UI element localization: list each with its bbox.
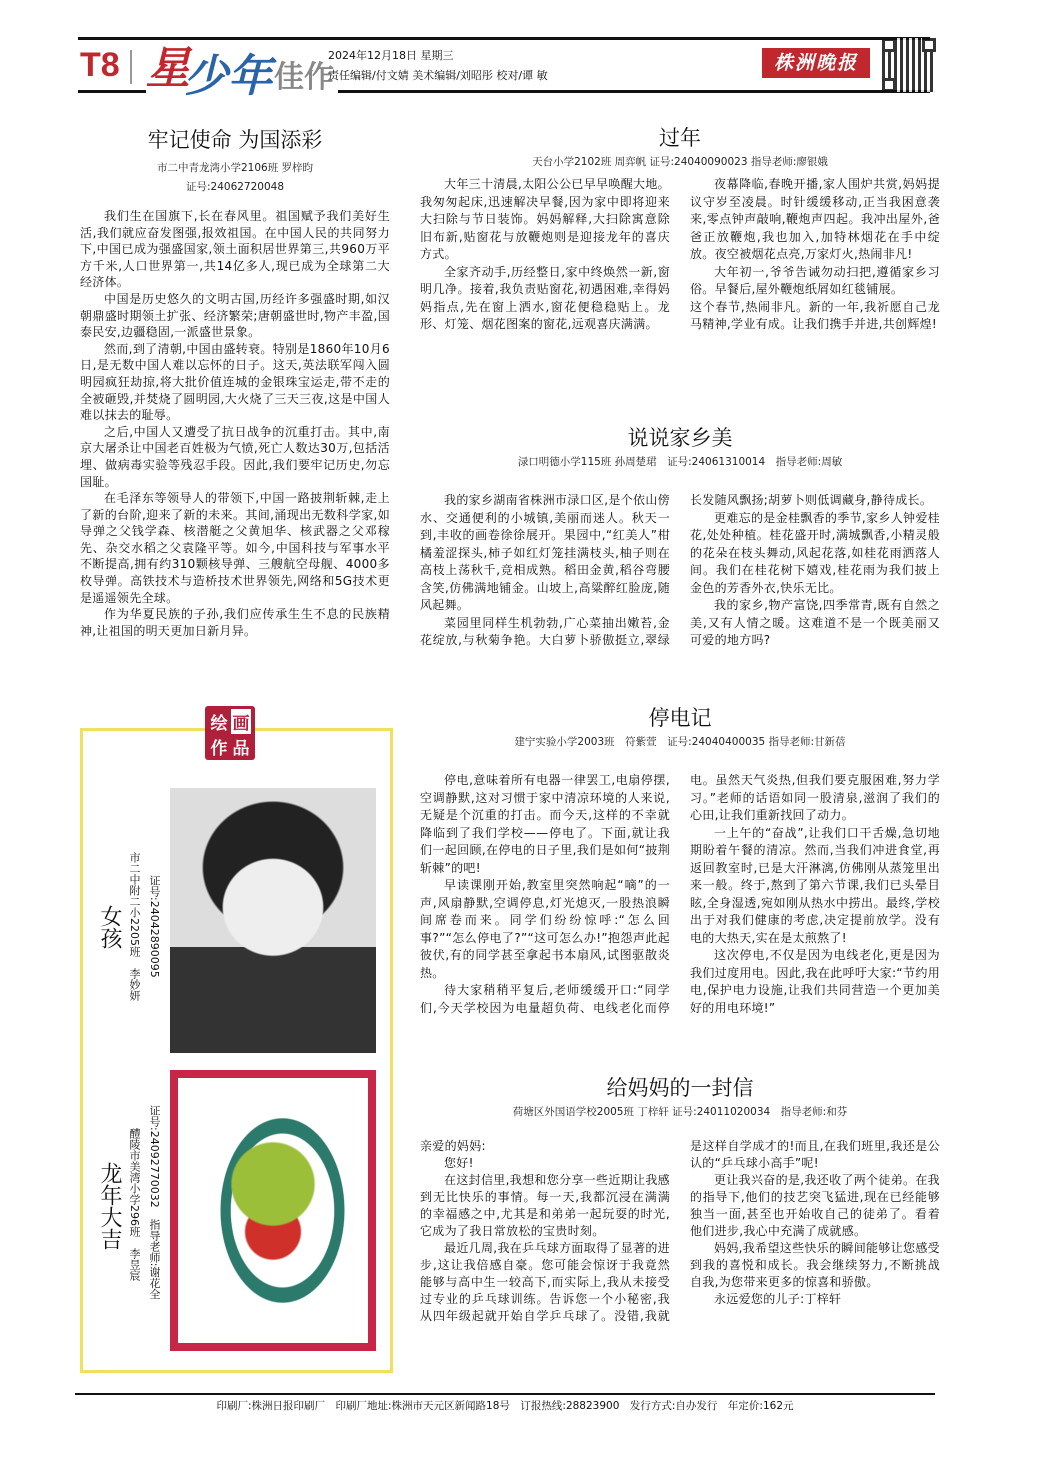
painting-title: 女孩 xyxy=(97,905,122,949)
paragraph: 妈妈,我希望这些快乐的瞬间能够让您感受到我的喜悦和成长。我会继续努力,不断挑战自我,为您带来更多的惊喜和骄傲。 xyxy=(690,1241,940,1289)
issue-date: 2024年12月18日 星期三 xyxy=(328,49,454,62)
paragraph: 一上午的“奋战”,让我们口干舌燥,急切地期盼着午餐的清凉。然而,当我们冲进食堂,再返回教室时,已是大汗淋漓,仿佛刚从蒸笼里出来一般。终于,熬到了第六节课,我们已头晕目眩,全身湿透,宛如刚从热水中捞出。最终,学校出于对我们健康的考虑,决定提前放学。没有电的大热天,实在是太煎熬了! xyxy=(690,825,940,945)
paragraph: 更让我兴奋的是,我还收了两个徒弟。在我的指导下,他们的技艺突飞猛进,现在已经能够独当一面,甚至也开始收自己的徒弟了。看着他们进步,我心中充满了成就感。 xyxy=(690,1173,940,1238)
stamp-char: 作 xyxy=(210,739,228,759)
painting-author: 市二中附二小2205班 李妙妍 xyxy=(128,852,141,1001)
article-title: 停电记 xyxy=(648,706,712,730)
paragraph: 然而,到了清朝,中国由盛转衰。特别是1860年10月6日,是无数中国人难以忘怀的日子。这天,英法联军闯入圆明园疯狂劫掠,将大批价值连城的金银珠宝运走,带不走的全被砸毁,并焚烧了圆明园,大火烧了三天三夜,这是中国人难以抹去的耻辱。 xyxy=(80,341,390,423)
paragraph: 全家齐动手,历经整日,家中终焕然一新,窗明几净。接着,我负责贴窗花,初遇困难,幸得妈妈指点,先在窗上洒水,窗花便稳稳贴上。龙形、灯笼、烟花图案的窗花,远观喜庆满满。 xyxy=(420,264,670,331)
page-number: T8 xyxy=(80,46,120,84)
painting-id: 证号:24042890095 xyxy=(148,875,161,978)
stamp-char: 绘 xyxy=(210,714,228,734)
paragraph: 更难忘的是金桂飘香的季节,家乡人钟爱桂花,处处种植。桂花盛开时,满城飘香,小精灵般的花朵在枝头舞动,风起花落,如桂花雨洒落人间。我们在桂花树下嬉戏,桂花雨为我们披上金色的芳香外衣,快乐无比。 xyxy=(690,510,940,595)
article-id: 证号:24062720048 xyxy=(185,181,285,193)
article-title: 牢记使命 为国添彩 xyxy=(147,128,323,152)
logo-sub: 佳作 xyxy=(274,60,334,95)
paragraph: 待大家稍稍平复后,老师缓缓开口:“同学们,今天学校因为电量超负荷、电线老化而停电。虽然天气炎热,但我们要克服困难,努力学习。”老师的话语如同一股清泉,滋润了我们的心田,让我们重新找回了动力。 xyxy=(420,773,940,1015)
artwork-stamp xyxy=(205,706,255,760)
painting-id: 证号:24092770032 指导老师:谢花全 xyxy=(148,1105,161,1300)
newspaper-brand: 株洲晚报 xyxy=(762,48,870,78)
stamp-char: 品 xyxy=(232,739,250,759)
article-title: 过年 xyxy=(659,126,701,150)
paragraph: 之后,中国人又遭受了抗日战争的沉重打击。其中,南京大屠杀让中国老百姓极为气愤,死亡人数达30万,包括活埋、做病毒实验等残忍手段。因此,我们要牢记历史,勿忘国耻。 xyxy=(80,424,390,489)
paragraph: 这个春节,热闹非凡。新的一年,我祈愿自己龙马精神,学业有成。让我们携手并进,共创辉煌! xyxy=(690,299,940,331)
paragraph: 这次停电,不仅是因为电线老化,更是因为我们过度用电。因此,我在此呼吁大家:“节约用电,保护电力设施,让我们共同营造一个更加美好的用电环境!” xyxy=(690,948,940,1015)
painting-girl xyxy=(170,788,376,1053)
paragraph: 菜园里同样生机勃勃,广心菜抽出嫩苔,金花绽放,与秋菊争艳。大白萝卜骄傲挺立,翠绿长发随风飘扬;胡萝卜则低调藏身,静待成长。 xyxy=(420,493,933,647)
footer-rule xyxy=(75,1393,935,1395)
article-byline: 天台小学2102班 周弈帆 证号:24040090023 指导老师:廖银娥 xyxy=(532,156,828,168)
article-byline: 渌口明德小学115班 孙周楚珺 证号:24061310014 指导老师:周敏 xyxy=(517,456,843,468)
qr-code-icon xyxy=(882,38,936,92)
salutation: 亲爱的妈妈: xyxy=(420,1139,486,1153)
paragraph: 夜幕降临,春晚开播,家人围炉共赏,妈妈提议守岁至凌晨。时针缓缓移动,正当我困意袭来,零点钟声敲响,鞭炮声四起。我冲出屋外,爸爸正放鞭炮,我也加入,加特林烟花在手中绽放。夜空被烟花点亮,万家灯火,热闹非凡! xyxy=(690,177,940,261)
signoff: 永远爱您的儿子:丁梓轩 xyxy=(714,1292,842,1306)
paragraph: 我的家乡,物产富饶,四季常青,既有自然之美,又有人情之暖。这难道不是一个既美丽又可爱的地方吗? xyxy=(690,598,940,647)
article-byline: 荷塘区外国语学校2005班 丁梓轩 证号:24011020034 指导老师:和芬 xyxy=(512,1106,848,1118)
paragraph: 在毛泽东等领导人的带领下,中国一路披荆斩棘,走上了新的台阶,迎来了新的未来。其间,涌现出无数科学家,如导弹之父钱学森、核潜艇之父黄旭华、核武器之父邓稼先、杂交水稻之父袁隆平等。如今,中国科技与军事水平不断提高,拥有约310颗核导弹、三艘航空母舰、4000多枚导弹。高铁技术与造桥技术世界领先,网络和5G技术更是遥遥领先全球。 xyxy=(80,491,390,605)
paragraph: 在这封信里,我想和您分享一些近期让我感到无比快乐的事情。每一天,我都沉浸在满满的幸福感之中,尤其是和弟弟一起玩耍的时光,它成为了我日常放松的宝贵时刻。 xyxy=(420,1173,670,1238)
article-title: 说说家乡美 xyxy=(627,426,733,450)
divider xyxy=(130,50,132,84)
footer-print-info: 印刷厂:株洲日报印刷厂 印刷厂地址:株洲市天元区新闻路18号 订报热线:28823900 发行方式:自办发行 年定价:162元 xyxy=(216,1400,794,1412)
paragraph: 最近几周,我在乒乓球方面取得了显著的进步,这让我倍感自豪。您可能会惊讶于我竟然能够与高中生一较高下,而实际上,我从未接受过专业的乒乓球训练。告诉您一个小秘密,我从四年级起就开始自学乒乓球了。没错,我就是这样自学成才的!而且,在我们班里,我还是公认的“乒乓球小高手”呢! xyxy=(420,1139,940,1323)
painting-author: 醴陵市美湾小学296班 李昱宸 xyxy=(128,1128,141,1281)
article-title: 给妈妈的一封信 xyxy=(606,1076,754,1100)
paragraph: 大年三十清晨,太阳公公已早早唤醒大地。我匆匆起床,迅速解决早餐,因为家中即将迎来大扫除与节日装饰。妈妈解释,大扫除寓意除旧布新,贴窗花与放鞭炮则是迎接龙年的喜庆方式。 xyxy=(420,177,670,261)
painting-title: 龙年大吉 xyxy=(97,1162,122,1250)
paragraph: 中国是历史悠久的文明古国,历经许多强盛时期,如汉朝鼎盛时期领土扩张、经济繁荣;唐朝盛世时,物产丰盈,国泰民安,边疆稳固,一派盛世景象。 xyxy=(80,291,390,340)
paragraph: 作为华夏民族的子孙,我们应传承生生不息的民族精神,让祖国的明天更加日新月异。 xyxy=(80,607,390,638)
painting-dragon xyxy=(170,1070,376,1351)
article-body xyxy=(420,1138,940,1325)
paragraph: 停电,意味着所有电器一律罢工,电扇停摆,空调静默,这对习惯于家中清凉环境的人来说,无疑是个沉重的打击。而今天,这样的不幸就降临到了我们学校——停电了。下面,就让我们一起回顾,在停电的日子里,我们是如何“披荆斩棘”的吧! xyxy=(420,773,670,875)
header-meta xyxy=(328,46,548,86)
stamp-char: 画 xyxy=(231,709,251,734)
article-body xyxy=(420,176,940,334)
paragraph: 大年初一,爷爷告诫勿动扫把,遵循家乡习俗。早餐后,屋外鞭炮纸屑如红毯铺展。 xyxy=(690,264,940,296)
article-byline: 市二中青龙湾小学2106班 罗梓昀 xyxy=(156,162,314,174)
paragraph: 早读课刚开始,教室里突然响起“嘀”的一声,风扇静默,空调停息,灯光熄灭,一股热浪瞬间席卷而来。同学们纷纷惊呼:“怎么回事?”“怎么停电了?”“这可怎么办!”抱怨声此起彼伏,有的同学甚至拿起书本扇风,试图驱散炎热。 xyxy=(420,878,670,980)
article-body xyxy=(420,772,940,1017)
paragraph: 我的家乡湖南省株洲市渌口区,是个依山傍水、交通便利的小城镇,美丽而迷人。秋天一到,丰收的画卷徐徐展开。果园中,“红美人”柑橘羞涩探头,柿子如红灯笼挂满枝头,柚子则在高枝上荡秋千,竞相成熟。稻田金黄,稻谷弯腰含笑,仿佛满地铺金。山坡上,高粱醉红脸庞,随风起舞。 xyxy=(420,493,670,612)
logo-star: 星 xyxy=(146,43,190,94)
greeting: 您好! xyxy=(444,1156,474,1170)
logo-youth: 少年 xyxy=(184,51,272,102)
article-body xyxy=(420,492,940,650)
paragraph: 我们生在国旗下,长在春风里。祖国赋予我们美好生活,我们就应奋发图强,报效祖国。在中国人民的共同努力下,中国已成为强盛国家,领土面积居世界第三,共960万平方千米,人口世界第一,共14亿多人,现已成为全球第二大经济体。 xyxy=(80,209,390,290)
article-byline: 建宁实验小学2003班 符紫萱 证号:24040400035 指导老师:甘新蓓 xyxy=(514,736,846,748)
editors: 责任编辑/付文婧 美术编辑/刘昭彤 校对/谭 敏 xyxy=(328,69,548,82)
article-body xyxy=(80,208,390,639)
column-logo xyxy=(146,40,338,102)
